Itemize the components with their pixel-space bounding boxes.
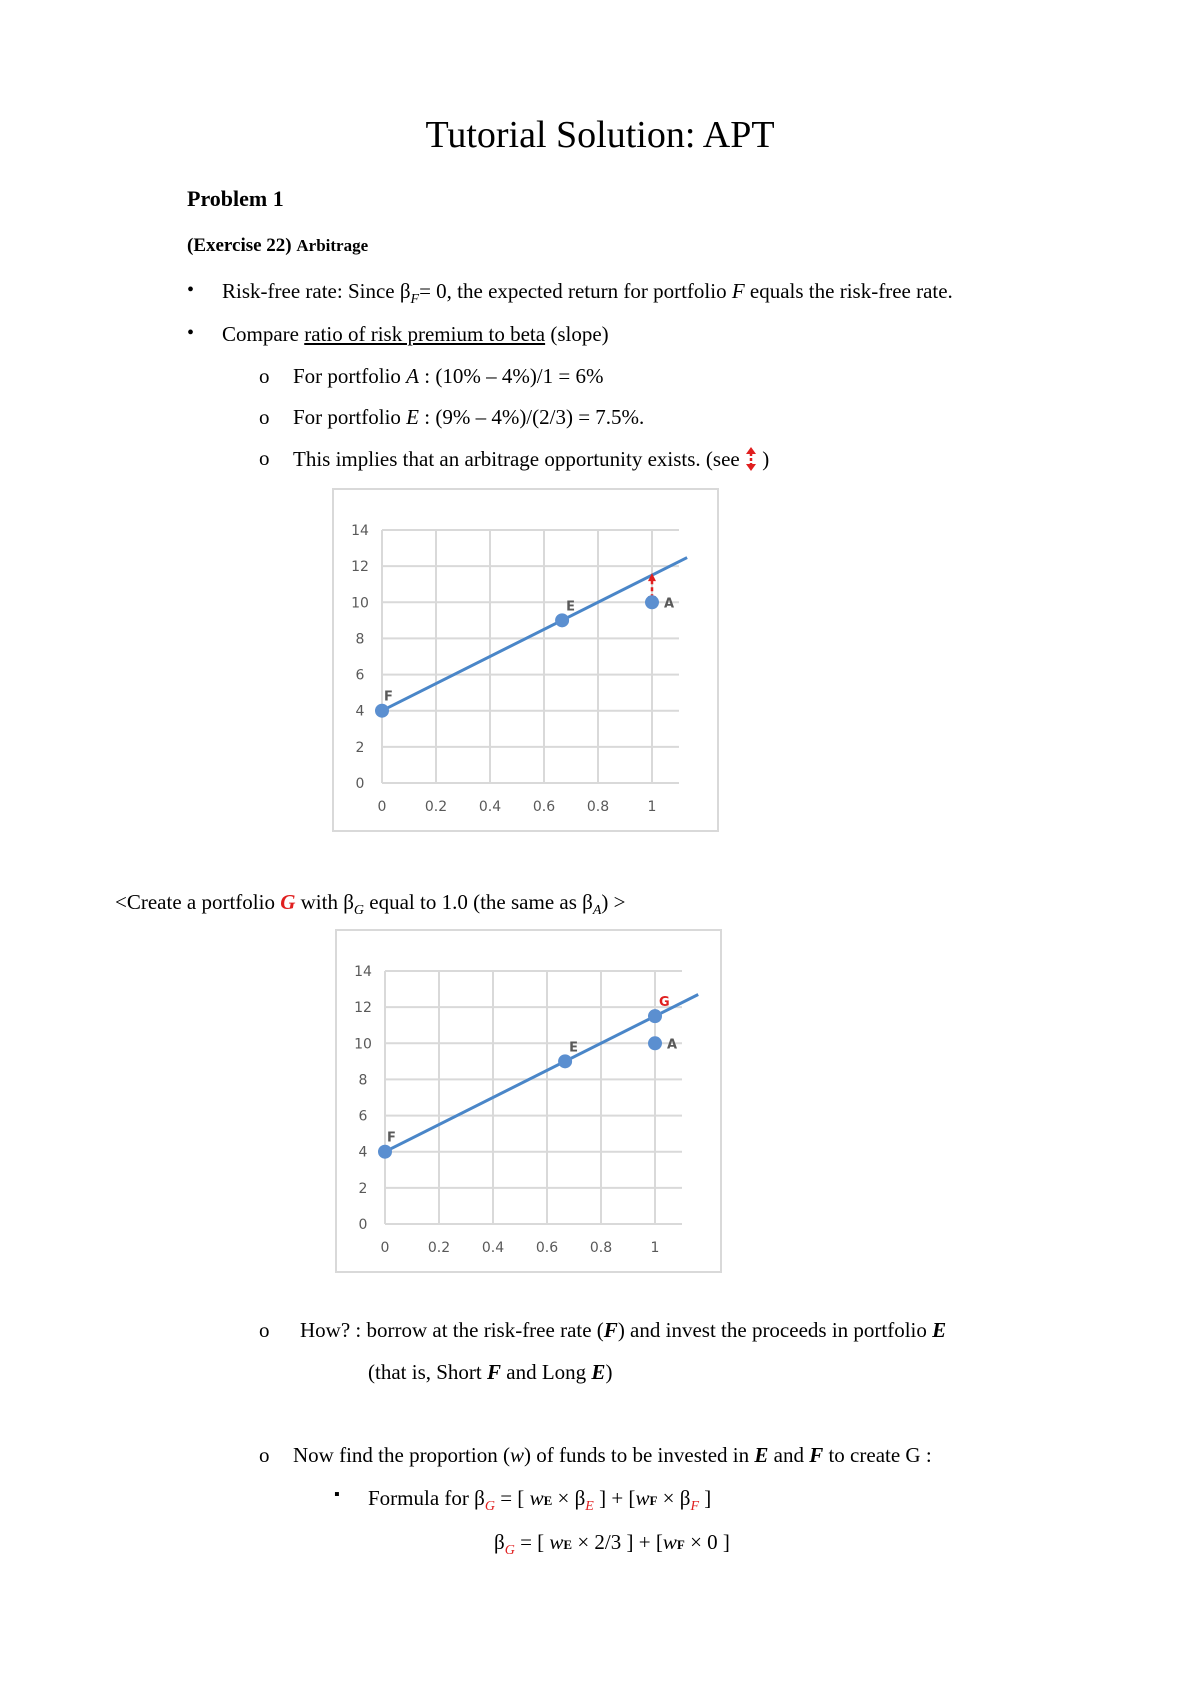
create-portfolio-g-text bbox=[115, 890, 625, 919]
bullet-icon: • bbox=[187, 279, 195, 301]
text: ) > bbox=[601, 890, 626, 914]
text: This implies that an arbitrage opportunity exists. (see bbox=[293, 447, 745, 471]
var: E bbox=[591, 1360, 606, 1384]
subscript: F bbox=[649, 1493, 658, 1508]
text: = [ bbox=[494, 1486, 530, 1510]
how-text-line2 bbox=[368, 1360, 612, 1385]
subscript: F bbox=[410, 292, 420, 308]
point-label-e: E bbox=[569, 1040, 578, 1056]
text: (slope) bbox=[545, 322, 609, 346]
text: For portfolio bbox=[293, 405, 407, 429]
var: w bbox=[549, 1530, 564, 1554]
bullet-icon: • bbox=[187, 322, 195, 344]
chart-1 bbox=[332, 488, 719, 832]
subscript: F bbox=[690, 1499, 699, 1515]
x-tick-label: 0.4 bbox=[478, 799, 502, 815]
y-tick-label: 6 bbox=[355, 667, 365, 684]
point-a bbox=[648, 1036, 662, 1050]
circle-bullet-icon: o bbox=[259, 405, 270, 429]
y-tick-label: 12 bbox=[354, 1000, 372, 1017]
text: and bbox=[768, 1443, 810, 1467]
text: × β bbox=[657, 1486, 691, 1510]
var: w bbox=[662, 1530, 677, 1554]
text: equal to 1.0 (the same as β bbox=[364, 890, 593, 914]
text: Compare bbox=[222, 322, 305, 346]
circle-bullet-icon: o bbox=[259, 364, 270, 388]
x-tick-label: 0.8 bbox=[586, 799, 610, 815]
text: × β bbox=[552, 1486, 586, 1510]
text: How? : borrow at the risk-free rate ( bbox=[300, 1318, 604, 1342]
point-f bbox=[378, 1145, 392, 1159]
var-g: G bbox=[280, 890, 296, 914]
subscript: A bbox=[592, 903, 602, 919]
text: ) bbox=[756, 447, 770, 471]
circle-bullet-icon: o bbox=[259, 1318, 270, 1342]
text: Risk-free rate: Since β bbox=[222, 279, 411, 303]
point-label-a: A bbox=[667, 1037, 678, 1053]
var: F bbox=[731, 279, 745, 303]
formula-beta-g-values bbox=[494, 1530, 730, 1559]
square-bullet-icon: ▪ bbox=[334, 1486, 340, 1503]
sml-line bbox=[382, 558, 687, 711]
subbullet-portfolio-a bbox=[293, 364, 603, 389]
y-tick-label: 6 bbox=[358, 1108, 368, 1125]
exercise-number: (Exercise 22) bbox=[187, 235, 292, 256]
y-tick-label: 10 bbox=[351, 595, 369, 612]
var: w bbox=[509, 1443, 524, 1467]
subbullet-arbitrage bbox=[293, 446, 769, 472]
var: E bbox=[406, 405, 419, 429]
var: F bbox=[487, 1360, 502, 1384]
x-tick-label: 0.2 bbox=[427, 1240, 451, 1256]
x-tick-label: 0.4 bbox=[481, 1240, 505, 1256]
text: × 0 ] bbox=[684, 1530, 730, 1554]
subscript: E bbox=[585, 1499, 594, 1515]
text: ) of funds to be invested in bbox=[523, 1443, 755, 1467]
y-tick-label: 8 bbox=[358, 1072, 368, 1089]
text: = [ bbox=[514, 1530, 550, 1554]
var: A bbox=[406, 364, 419, 388]
y-tick-label: 14 bbox=[354, 964, 372, 980]
text: ) and invest the proceeds in portfolio bbox=[617, 1318, 933, 1342]
text: = 0, the expected return for portfolio bbox=[419, 279, 732, 303]
y-tick-label: 14 bbox=[351, 523, 369, 539]
formula-beta-g bbox=[368, 1486, 711, 1515]
y-tick-label: 4 bbox=[355, 703, 365, 720]
point-label-e: E bbox=[566, 599, 575, 615]
page-title: Tutorial Solution: APT bbox=[425, 114, 775, 156]
x-tick-label: 1 bbox=[650, 1240, 660, 1256]
find-proportion-text bbox=[293, 1443, 932, 1468]
exercise-topic: Arbitrage bbox=[296, 236, 369, 255]
point-label-f: F bbox=[384, 689, 393, 705]
subscript: G bbox=[504, 1543, 515, 1559]
x-tick-label: 1 bbox=[647, 799, 657, 815]
text: equals the risk-free rate. bbox=[744, 279, 953, 303]
y-tick-label: 0 bbox=[358, 1217, 368, 1233]
y-tick-label: 10 bbox=[354, 1036, 372, 1053]
text: to create G : bbox=[823, 1443, 932, 1467]
text: with β bbox=[295, 890, 354, 914]
var: E bbox=[754, 1443, 769, 1467]
x-tick-label: 0.6 bbox=[535, 1240, 559, 1256]
chart-2 bbox=[335, 929, 722, 1273]
chart-1-svg bbox=[334, 490, 717, 830]
chart-2-svg bbox=[337, 931, 720, 1271]
text: Now find the proportion ( bbox=[293, 1443, 510, 1467]
y-tick-label: 4 bbox=[358, 1144, 368, 1161]
var: w bbox=[635, 1486, 650, 1510]
y-tick-label: 8 bbox=[355, 631, 365, 648]
circle-bullet-icon: o bbox=[259, 1443, 270, 1467]
text: For portfolio bbox=[293, 364, 407, 388]
red-arrow-icon bbox=[745, 446, 757, 472]
point-f bbox=[375, 704, 389, 718]
y-tick-label: 2 bbox=[358, 1180, 368, 1197]
point-g bbox=[648, 1009, 662, 1023]
circle-bullet-icon: o bbox=[259, 446, 270, 470]
y-tick-label: 2 bbox=[355, 739, 365, 756]
text: ] + [ bbox=[593, 1486, 636, 1510]
point-a bbox=[645, 595, 659, 609]
subscript: G bbox=[484, 1499, 495, 1515]
point-label-a: A bbox=[664, 596, 675, 612]
underlined-text: ratio of risk premium to beta bbox=[304, 322, 546, 346]
x-tick-label: 0.8 bbox=[589, 1240, 613, 1256]
text: (that is, Short bbox=[368, 1360, 487, 1384]
var: F bbox=[603, 1318, 618, 1342]
text: ) bbox=[605, 1360, 613, 1384]
x-tick-label: 0.2 bbox=[424, 799, 448, 815]
text: and Long bbox=[501, 1360, 592, 1384]
var: E bbox=[932, 1318, 947, 1342]
y-tick-label: 12 bbox=[351, 559, 369, 576]
subscript: E bbox=[563, 1537, 573, 1552]
var: F bbox=[809, 1443, 824, 1467]
y-tick-label: 0 bbox=[355, 776, 365, 792]
text: β bbox=[494, 1530, 505, 1554]
subscript: F bbox=[676, 1537, 685, 1552]
point-label-f: F bbox=[387, 1130, 396, 1146]
x-tick-label: 0 bbox=[380, 1240, 390, 1256]
point-e bbox=[558, 1054, 572, 1068]
text: Formula for β bbox=[368, 1486, 485, 1510]
how-text bbox=[300, 1318, 946, 1343]
var: w bbox=[529, 1486, 544, 1510]
text: : (9% – 4%)/(2/3) = 7.5%. bbox=[419, 405, 645, 429]
text: <Create a portfolio bbox=[115, 890, 281, 914]
subbullet-portfolio-e bbox=[293, 405, 644, 430]
bullet-risk-free bbox=[222, 279, 953, 308]
problem-heading: Problem 1 bbox=[187, 186, 284, 211]
exercise-heading bbox=[187, 235, 368, 257]
subscript: G bbox=[353, 903, 365, 919]
x-tick-label: 0 bbox=[377, 799, 387, 815]
text: : (10% – 4%)/1 = 6% bbox=[419, 364, 604, 388]
text: × 2/3 ] + [ bbox=[572, 1530, 663, 1554]
point-e bbox=[555, 613, 569, 627]
text: ] bbox=[699, 1486, 712, 1510]
bullet-compare bbox=[222, 322, 609, 347]
x-tick-label: 0.6 bbox=[532, 799, 556, 815]
point-label-g: G bbox=[659, 995, 670, 1011]
subscript: E bbox=[543, 1493, 553, 1508]
